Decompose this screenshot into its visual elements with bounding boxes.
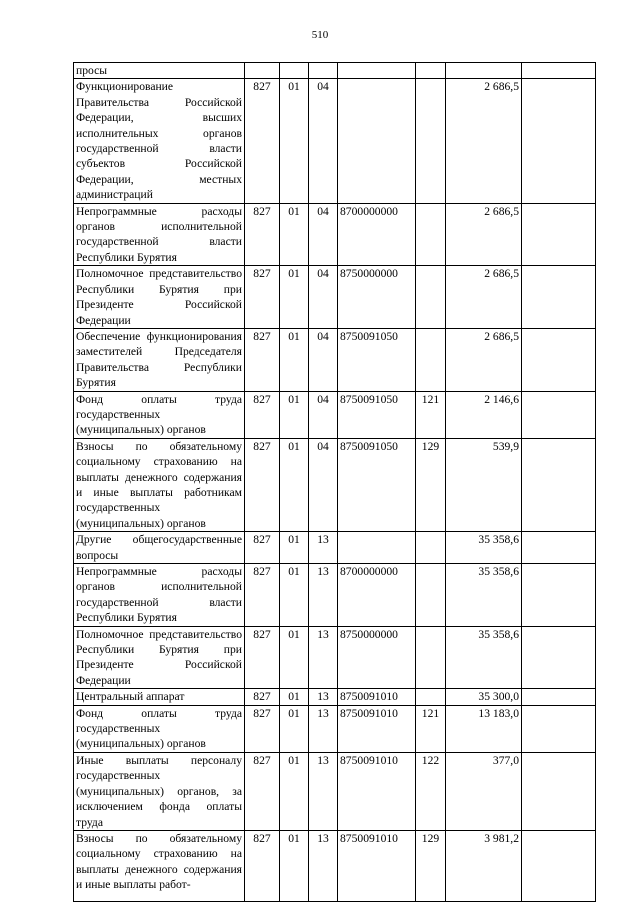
empty-cell: [522, 63, 596, 79]
target-article-cell: 8700000000: [338, 203, 416, 266]
amount-cell: 377,0: [446, 752, 522, 830]
section-code-cell: 01: [280, 391, 309, 438]
expense-type-cell: 129: [416, 438, 446, 531]
table-row: [74, 564, 596, 627]
subsection-code-cell: 04: [309, 438, 338, 531]
table-row: [74, 79, 596, 203]
empty-cell: [522, 532, 596, 564]
target-article-cell: 8700000000: [338, 564, 416, 627]
subsection-code-cell: 04: [309, 328, 338, 391]
target-article-cell: [338, 63, 416, 79]
table-row: [74, 391, 596, 438]
ved-code-cell: 827: [245, 689, 280, 705]
row-name-cell: Обеспечение функционирования заместителей Председателя Правительства Республики Бурятия: [74, 328, 245, 391]
expense-type-cell: [416, 532, 446, 564]
expense-type-cell: [416, 203, 446, 266]
section-code-cell: 01: [280, 532, 309, 564]
section-code-cell: 01: [280, 689, 309, 705]
row-name-cell: Взносы по обязательному социальному страхованию на выплаты денежного содержания и иные выплаты работникам государственных (муниципальных) органов: [74, 438, 245, 531]
amount-cell: 3 981,2: [446, 830, 522, 901]
target-article-cell: 8750091050: [338, 391, 416, 438]
subsection-code-cell: [309, 63, 338, 79]
amount-cell: 2 146,6: [446, 391, 522, 438]
subsection-code-cell: 13: [309, 830, 338, 901]
section-code-cell: 01: [280, 79, 309, 203]
row-name-cell: Полномочное представительство Республики Бурятия при Президенте Российской Федерации: [74, 266, 245, 329]
row-name-cell: Иные выплаты персоналу государственных (муниципальных) органов, за исключением фонда оплаты труда: [74, 752, 245, 830]
ved-code-cell: 827: [245, 203, 280, 266]
budget-table-body: [74, 63, 596, 902]
ved-code-cell: 827: [245, 564, 280, 627]
ved-code-cell: 827: [245, 266, 280, 329]
target-article-cell: 8750091050: [338, 328, 416, 391]
section-code-cell: 01: [280, 564, 309, 627]
ved-code-cell: [245, 63, 280, 79]
row-name-cell: Фонд оплаты труда государственных (муниципальных) органов: [74, 391, 245, 438]
table-row: [74, 532, 596, 564]
table-row: [74, 63, 596, 79]
subsection-code-cell: 13: [309, 689, 338, 705]
subsection-code-cell: 04: [309, 266, 338, 329]
target-article-cell: 8750091010: [338, 830, 416, 901]
empty-cell: [522, 438, 596, 531]
ved-code-cell: 827: [245, 705, 280, 752]
target-article-cell: 8750091050: [338, 438, 416, 531]
empty-cell: [522, 564, 596, 627]
ved-code-cell: 827: [245, 830, 280, 901]
target-article-cell: [338, 79, 416, 203]
row-name-cell: просы: [74, 63, 245, 79]
ved-code-cell: 827: [245, 391, 280, 438]
expense-type-cell: 122: [416, 752, 446, 830]
subsection-code-cell: 13: [309, 626, 338, 689]
empty-cell: [522, 266, 596, 329]
empty-cell: [522, 203, 596, 266]
table-row: [74, 266, 596, 329]
page-number: 510: [311, 29, 329, 41]
amount-cell: 35 358,6: [446, 564, 522, 627]
ved-code-cell: 827: [245, 438, 280, 531]
section-code-cell: 01: [280, 203, 309, 266]
empty-cell: [522, 626, 596, 689]
target-article-cell: [338, 532, 416, 564]
row-name-cell: Фонд оплаты труда государственных (муниципальных) органов: [74, 705, 245, 752]
expense-type-cell: [416, 79, 446, 203]
amount-cell: [446, 63, 522, 79]
section-code-cell: 01: [280, 266, 309, 329]
section-code-cell: 01: [280, 752, 309, 830]
table-row: [74, 689, 596, 705]
section-code-cell: 01: [280, 328, 309, 391]
budget-table: [73, 62, 596, 902]
subsection-code-cell: 13: [309, 564, 338, 627]
table-row: [74, 203, 596, 266]
section-code-cell: 01: [280, 626, 309, 689]
table-row: [74, 438, 596, 531]
ved-code-cell: 827: [245, 328, 280, 391]
amount-cell: 539,9: [446, 438, 522, 531]
ved-code-cell: 827: [245, 752, 280, 830]
subsection-code-cell: 13: [309, 705, 338, 752]
empty-cell: [522, 705, 596, 752]
amount-cell: 2 686,5: [446, 266, 522, 329]
expense-type-cell: 129: [416, 830, 446, 901]
subsection-code-cell: 04: [309, 79, 338, 203]
section-code-cell: [280, 63, 309, 79]
expense-type-cell: [416, 626, 446, 689]
empty-cell: [522, 830, 596, 901]
subsection-code-cell: 04: [309, 203, 338, 266]
empty-cell: [522, 79, 596, 203]
expense-type-cell: [416, 689, 446, 705]
expense-type-cell: [416, 328, 446, 391]
empty-cell: [522, 689, 596, 705]
ved-code-cell: 827: [245, 532, 280, 564]
section-code-cell: 01: [280, 830, 309, 901]
table-row: [74, 626, 596, 689]
table-row: [74, 752, 596, 830]
ved-code-cell: 827: [245, 626, 280, 689]
amount-cell: 2 686,5: [446, 79, 522, 203]
row-name-cell: Другие общегосударственные вопросы: [74, 532, 245, 564]
empty-cell: [522, 328, 596, 391]
subsection-code-cell: 13: [309, 752, 338, 830]
amount-cell: 35 358,6: [446, 626, 522, 689]
row-name-cell: Полномочное представительство Республики Бурятия при Президенте Российской Федерации: [74, 626, 245, 689]
target-article-cell: 8750091010: [338, 705, 416, 752]
table-row: [74, 830, 596, 901]
empty-cell: [522, 752, 596, 830]
expense-type-cell: 121: [416, 391, 446, 438]
row-name-cell: Взносы по обязательному социальному страхованию на выплаты денежного содержания и иные выплаты работ-: [74, 830, 245, 901]
table-row: [74, 705, 596, 752]
amount-cell: 35 300,0: [446, 689, 522, 705]
amount-cell: 35 358,6: [446, 532, 522, 564]
row-name-cell: Функционирование Правительства Российской Федерации, высших исполнительных органов государственной власти субъектов Российской Федерации, местных администраций: [74, 79, 245, 203]
target-article-cell: 8750091010: [338, 689, 416, 705]
section-code-cell: 01: [280, 705, 309, 752]
subsection-code-cell: 04: [309, 391, 338, 438]
target-article-cell: 8750000000: [338, 626, 416, 689]
section-code-cell: 01: [280, 438, 309, 531]
empty-cell: [522, 391, 596, 438]
amount-cell: 2 686,5: [446, 203, 522, 266]
subsection-code-cell: 13: [309, 532, 338, 564]
ved-code-cell: 827: [245, 79, 280, 203]
expense-type-cell: [416, 63, 446, 79]
amount-cell: 13 183,0: [446, 705, 522, 752]
row-name-cell: Непрограммные расходы органов исполнительной государственной власти Республики Бурятия: [74, 564, 245, 627]
row-name-cell: Центральный аппарат: [74, 689, 245, 705]
row-name-cell: Непрограммные расходы органов исполнительной государственной власти Республики Бурятия: [74, 203, 245, 266]
expense-type-cell: 121: [416, 705, 446, 752]
table-row: [74, 328, 596, 391]
target-article-cell: 8750000000: [338, 266, 416, 329]
amount-cell: 2 686,5: [446, 328, 522, 391]
expense-type-cell: [416, 564, 446, 627]
expense-type-cell: [416, 266, 446, 329]
target-article-cell: 8750091010: [338, 752, 416, 830]
